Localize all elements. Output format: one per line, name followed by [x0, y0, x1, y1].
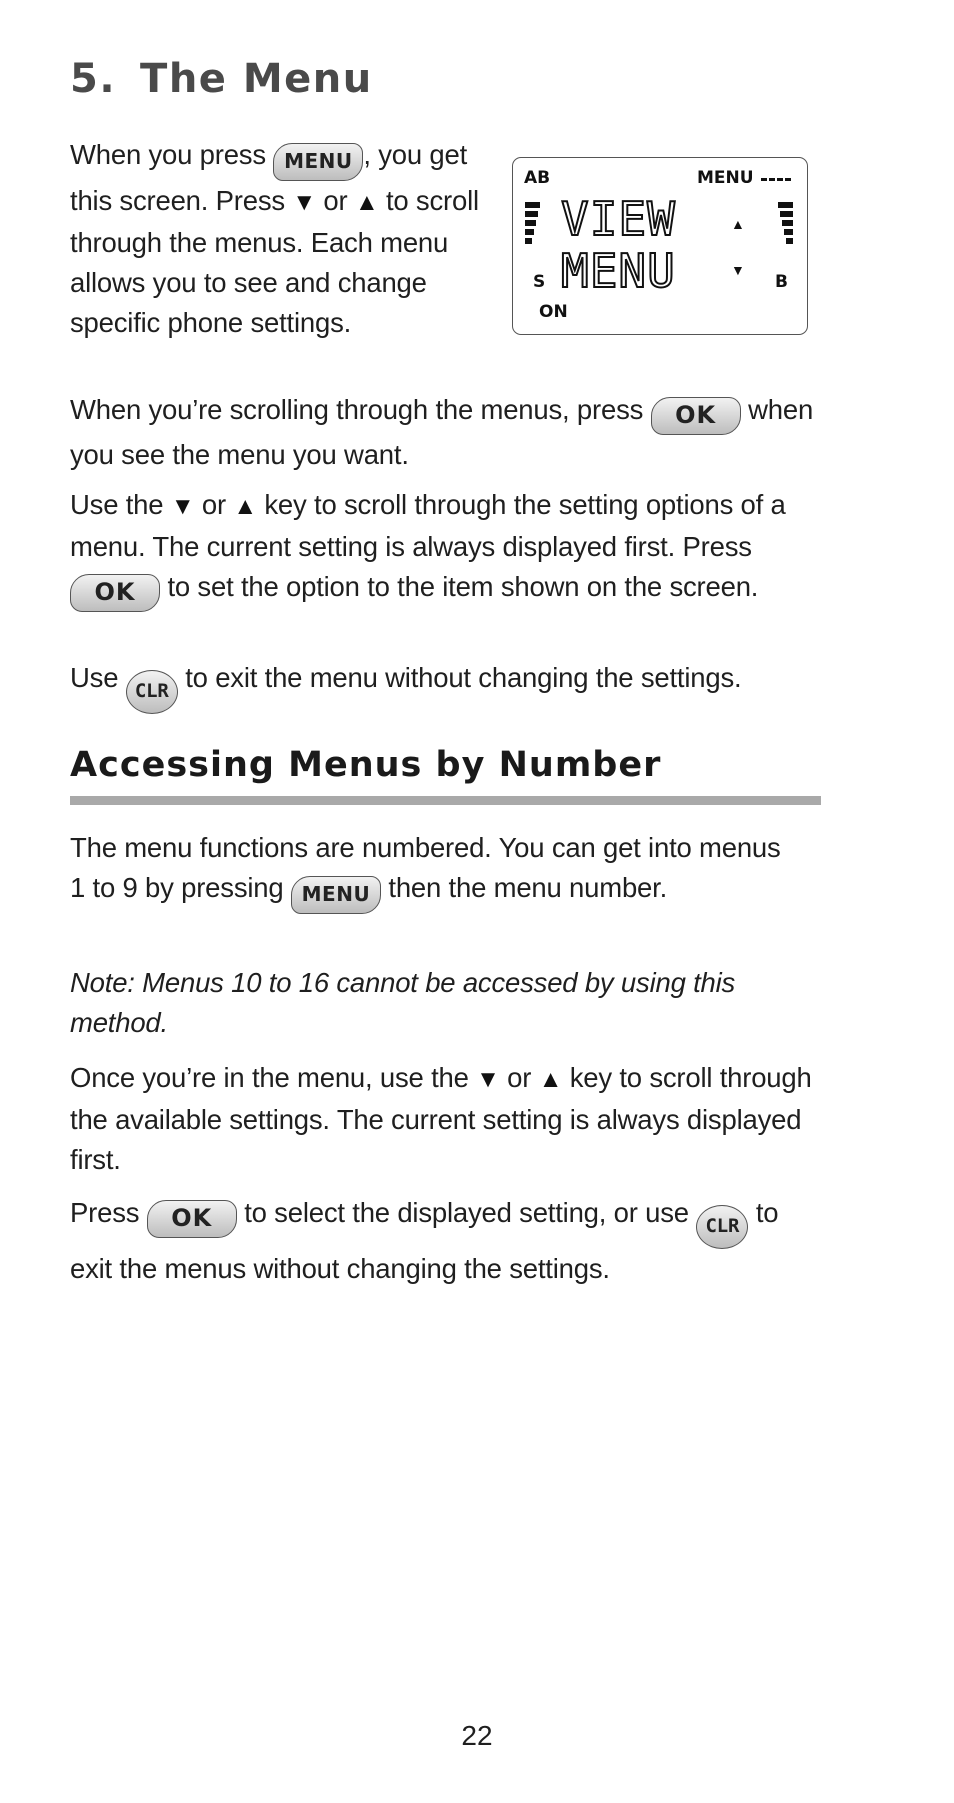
lcd-line-2: MENU: [561, 244, 676, 298]
menu-key-icon: MENU: [273, 143, 363, 181]
scroll-paragraph: When you’re scrolling through the menus, press OK when you see the menu you want.: [70, 394, 814, 470]
down-arrow-icon: ▼: [170, 493, 195, 520]
clr-key-icon: CLR: [126, 670, 178, 714]
lcd-menu-indicator: MENU: [697, 168, 754, 188]
ok-key-icon: OK: [147, 1200, 237, 1238]
up-arrow-icon: ▲: [354, 189, 379, 216]
signal-strength-icon: [525, 202, 540, 247]
exit-paragraph: Use CLR to exit the menu without changing the settings.: [70, 658, 830, 714]
scroll-down-indicator-icon: ▼: [731, 262, 745, 278]
options-paragraph: Use the ▼ or ▲ key to scroll through the setting options of a menu. The current setting is always displayed first. Press OK to set the option to the item shown on the screen.: [70, 485, 830, 612]
down-arrow-icon: ▼: [292, 189, 316, 216]
ok-key-icon: OK: [70, 574, 160, 612]
select-paragraph: Press OK to select the displayed setting, or use CLR to exit the menus without changing the settings.: [70, 1197, 779, 1284]
lcd-dash-icon: [761, 178, 791, 184]
scroll-up-indicator-icon: ▲: [731, 216, 745, 232]
lcd-on-indicator: ON: [539, 302, 568, 322]
lcd-s-indicator: S: [533, 272, 546, 292]
section-divider: [70, 796, 821, 805]
down-arrow-icon: ▼: [476, 1066, 500, 1093]
note-paragraph: Note: Menus 10 to 16 cannot be accessed by using this method.: [70, 967, 736, 1038]
numbered-menus-paragraph: The menu functions are numbered. You can get into menus 1 to 9 by pressing MENU then the menu number.: [70, 828, 800, 914]
intro-paragraph: When you press MENU , you get this screen. Press ▼ or ▲ to scroll through the menus. Each menu allows you to see and change specific phone settings.: [70, 139, 479, 338]
in-menu-paragraph: Once you’re in the menu, use the ▼ or ▲ key to scroll through the available settings. The current setting is always displayed first.: [70, 1062, 812, 1175]
page-number: 22: [461, 1720, 493, 1751]
page-title: [70, 56, 373, 102]
chapter-title: The Menu: [140, 56, 373, 102]
clr-key-icon: CLR: [696, 1205, 748, 1249]
chapter-number: 5.: [70, 56, 117, 102]
section-heading: Accessing Menus by Number: [70, 745, 662, 785]
up-arrow-icon: ▲: [538, 1066, 563, 1093]
lcd-ab-indicator: AB: [524, 168, 551, 188]
lcd-b-indicator: B: [775, 272, 788, 292]
lcd-line-1: VIEW: [561, 192, 676, 246]
menu-key-icon: MENU: [291, 876, 381, 914]
ok-key-icon: OK: [651, 397, 741, 435]
battery-level-icon: [778, 202, 793, 247]
up-arrow-icon: ▲: [233, 493, 257, 520]
phone-lcd-display: [512, 157, 808, 335]
